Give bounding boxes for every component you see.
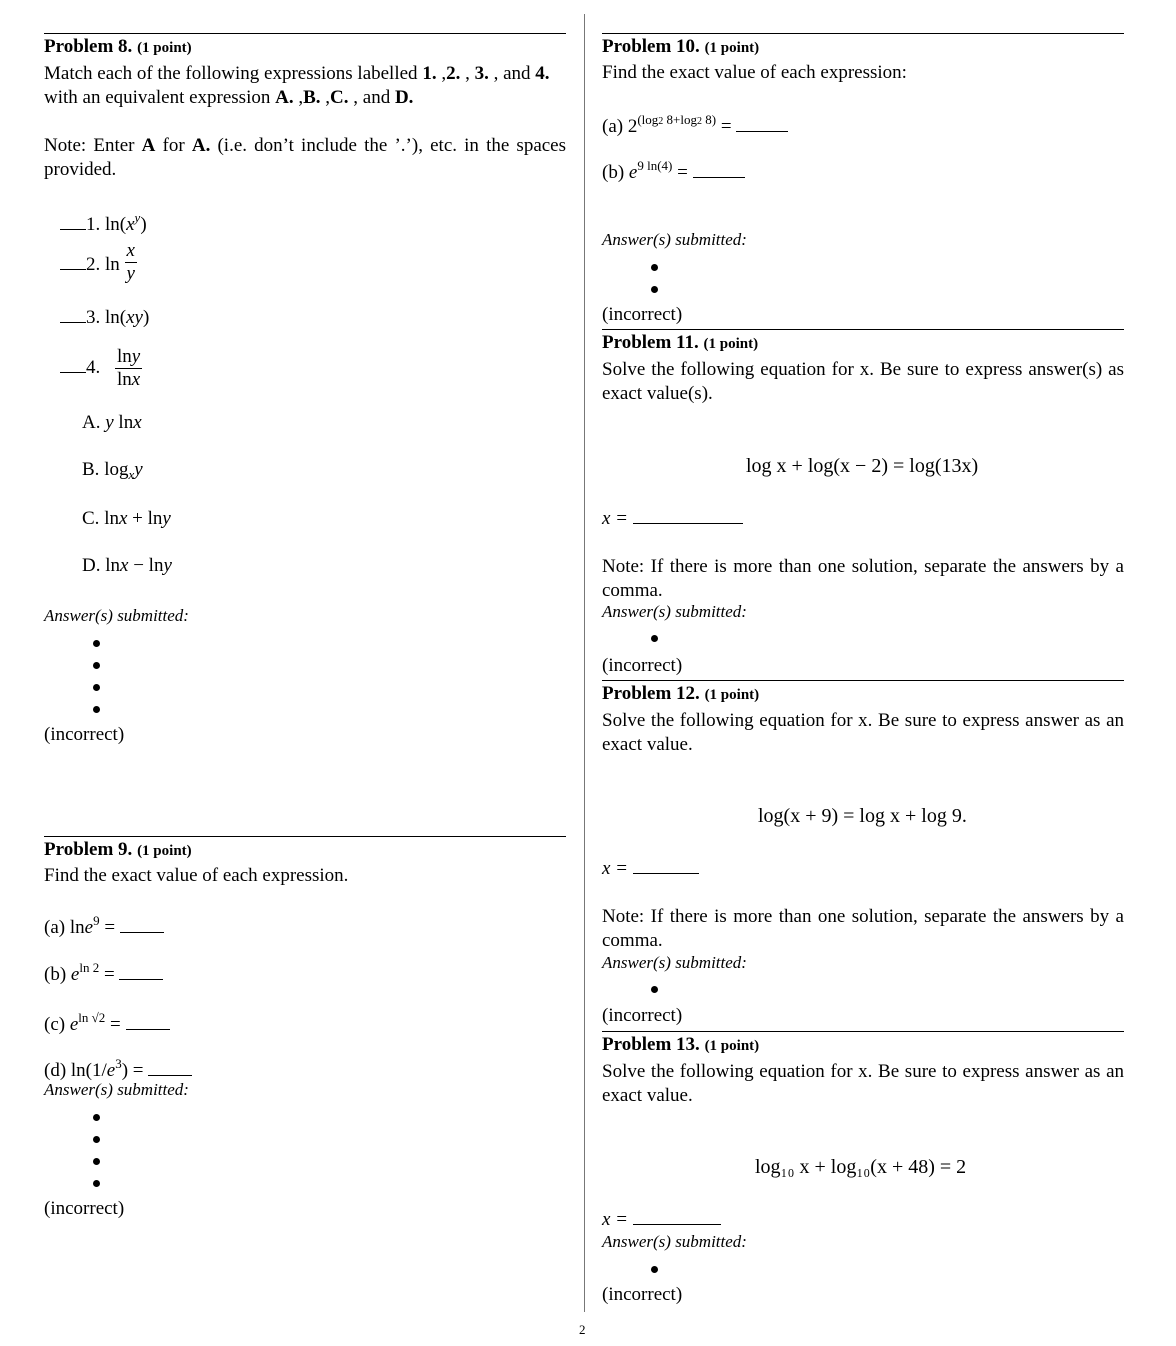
x-answer: x = <box>602 1209 721 1231</box>
problem-note: Note: Enter A for A. (i.e. don’t include the ’.’), etc. in the spaces provided. <box>44 135 567 180</box>
divider <box>44 836 566 837</box>
answer-blank[interactable] <box>60 358 86 373</box>
divider <box>602 1031 1124 1032</box>
bullet <box>93 684 100 691</box>
bullet <box>93 706 100 713</box>
problem-intro: Find the exact value of each expression. <box>44 865 349 886</box>
equation: log(x + 9) = log x + log 9. <box>758 805 967 827</box>
status-text: (incorrect) <box>44 724 125 745</box>
problem-note: Note: If there is more than one solution, separate the answers by a comma. <box>602 556 1124 601</box>
bullet <box>651 1266 658 1273</box>
bullet <box>93 1158 100 1165</box>
problem-intro: Solve the following equation for x. Be sure to express answer as an exact value. <box>602 1061 1124 1106</box>
column-divider <box>584 14 585 1312</box>
problem-title: Problem 8. (1 point) <box>44 36 192 57</box>
problem-intro: Match each of the following expressions labelled 1. ,2. , 3. , and 4. with an equivalent expression A. ,B. ,C. , and D. <box>44 63 550 108</box>
equation: log₁₀ x + log₁₀(x + 48) = 2 <box>755 1156 967 1178</box>
answer-blank[interactable] <box>60 308 86 323</box>
bullet <box>93 640 100 647</box>
option-b: B. $\log_xy$ <box>82 459 143 482</box>
divider <box>44 33 566 34</box>
answers-submitted-label: Answer(s) submitted: <box>44 606 189 625</box>
part-a: (a) lne$^9$ = <box>44 913 164 939</box>
answer-blank[interactable] <box>60 215 86 230</box>
match-item-1: 1. $\ln(x^y)$ <box>60 210 147 236</box>
x-answer: x = <box>602 858 699 880</box>
part-c: (c) $e^{ln √2}$ = <box>44 1010 170 1036</box>
status-text: (incorrect) <box>602 1284 683 1305</box>
problem-title: Problem 10. (1 point) <box>602 36 760 57</box>
answers-submitted-label: Answer(s) submitted: <box>602 953 747 972</box>
answer-blank[interactable] <box>736 117 788 132</box>
answer-blank[interactable] <box>60 255 86 270</box>
answer-blank[interactable] <box>693 163 745 178</box>
part-d: (d) $\ln(1/e^3)$ = <box>44 1056 192 1082</box>
problem-note: Note: If there is more than one solution, separate the answers by a comma. <box>602 906 1124 951</box>
part-a: (a) $2^{(log2 8+log2 8)}$ = <box>602 112 788 138</box>
bullet <box>93 662 100 669</box>
bullet <box>651 635 658 642</box>
equation: log x + log(x − 2) = log(13x) <box>746 455 979 477</box>
answer-blank[interactable] <box>119 965 163 980</box>
problem-title: Problem 12. (1 point) <box>602 683 760 704</box>
bullet <box>93 1114 100 1121</box>
problem-title: Problem 9. (1 point) <box>44 839 192 860</box>
problem-intro: Solve the following equation for x. Be sure to express answer as an exact value. <box>602 710 1124 755</box>
part-b: (b) $e^{ln 2}$ = <box>44 960 163 986</box>
match-item-2: 2. ln $\frac{x}{y}$ <box>60 246 137 285</box>
answers-submitted-label: Answer(s) submitted: <box>44 1080 189 1099</box>
bullet <box>651 986 658 993</box>
problem-intro: Solve the following equation for x. Be sure to express answer(s) as exact value(s). <box>602 359 1124 404</box>
option-c: C. lnx + lny <box>82 508 171 529</box>
match-item-3: 3. ln(xy) <box>60 307 149 329</box>
problem-title: Problem 13. (1 point) <box>602 1034 760 1055</box>
answer-blank[interactable] <box>126 1015 170 1030</box>
bullet <box>651 264 658 271</box>
status-text: (incorrect) <box>602 1005 683 1026</box>
answers-submitted-label: Answer(s) submitted: <box>602 1232 747 1251</box>
divider <box>602 33 1124 34</box>
bullet <box>651 286 658 293</box>
part-b: (b) $e^{9 ln(4)}$ = <box>602 158 745 184</box>
answer-blank[interactable] <box>633 509 743 524</box>
answer-blank[interactable] <box>633 1210 721 1225</box>
option-d: D. lnx − lny <box>82 555 172 576</box>
x-answer: x = <box>602 508 743 530</box>
bullet <box>93 1180 100 1187</box>
problem-title: Problem 11. (1 point) <box>602 332 759 353</box>
status-text: (incorrect) <box>44 1198 125 1219</box>
status-text: (incorrect) <box>602 655 683 676</box>
option-a: A. y lnx <box>82 412 142 433</box>
answers-submitted-label: Answer(s) submitted: <box>602 602 747 621</box>
answer-blank[interactable] <box>120 918 164 933</box>
divider <box>602 329 1124 330</box>
divider <box>602 680 1124 681</box>
status-text: (incorrect) <box>602 304 683 325</box>
bullet <box>93 1136 100 1143</box>
answers-submitted-label: Answer(s) submitted: <box>602 230 747 249</box>
problem-intro: Find the exact value of each expression: <box>602 62 907 83</box>
match-item-4: 4. $\frac{\ln y}{\ln x}$ <box>60 346 142 391</box>
answer-blank[interactable] <box>633 859 699 874</box>
answer-blank[interactable] <box>148 1061 192 1076</box>
page-number: 2 <box>579 1322 586 1337</box>
